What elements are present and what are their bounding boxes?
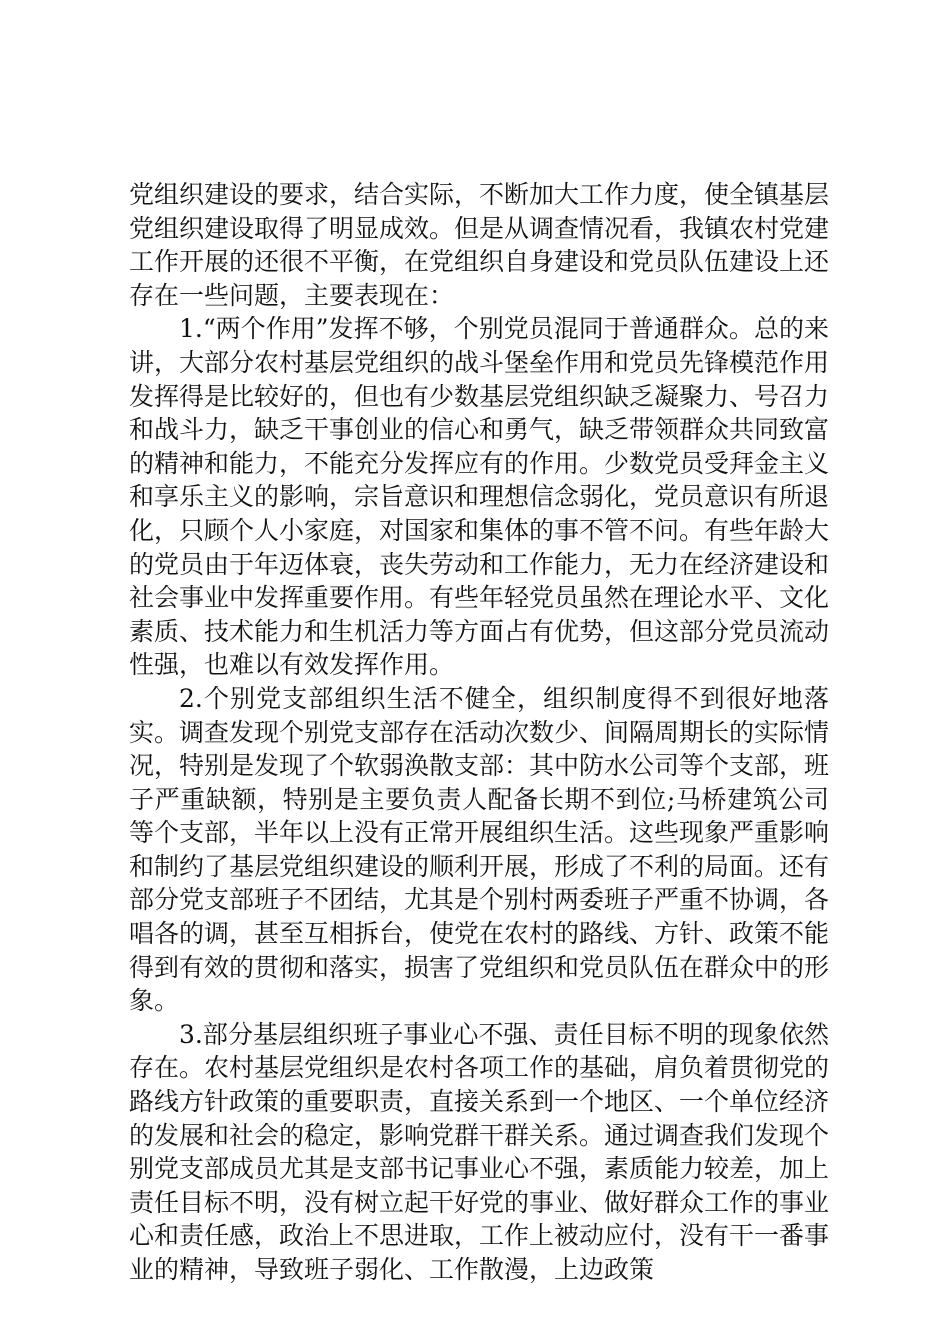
paragraph-point-2: 2.个别党支部组织生活不健全，组织制度得不到很好地落实。调查发现个别党支部存在活动次数少、间隔周期长的实际情况，特别是发现了个软弱涣散支部：其中防水公司等个支部，班子严重缺额，特别是主要负责人配备长期不到位;马桥建筑公司等个支部，半年以上没有正常开展组织生活。这些现象严重影响和制约了基层党组织建设的顺利开展，形成了不利的局面。还有部分党支部班子不团结，尤其是个别村两委班子严重不协调，各唱各的调，甚至互相拆台，使党在农村的路线、方针、政策不能得到有效的贯彻和落实，损害了党组织和党员队伍在群众中的形象。 [129, 683, 830, 1016]
document-body [129, 178, 829, 1287]
paragraph-point-1: 1.“两个作用”发挥不够，个别党员混同于普通群众。总的来讲，大部分农村基层党组织的战斗堡垒作用和党员先锋模范作用发挥得是比较好的，但也有少数基层党组织缺乏凝聚力、号召力和战斗力，缺乏干事创业的信心和勇气，缺乏带领群众共同致富的精神和能力，不能充分发挥应有的作用。少数党员受拜金主义和享乐主义的影响，宗旨意识和理想信念弱化，党员意识有所退化，只顾个人小家庭，对国家和集体的事不管不问。有些年龄大的党员由于年迈体衰，丧失劳动和工作能力，无力在经济建设和社会事业中发挥重要作用。有些年轻党员虽然在理论水平、文化素质、技术能力和生机活力等方面占有优势，但这部分党员流动性强，也难以有效发挥作用。 [129, 314, 830, 680]
paragraph-intro: 党组织建设的要求，结合实际，不断加大工作力度，使全镇基层党组织建设取得了明显成效。但是从调查情况看，我镇农村党建工作开展的还很不平衡，在党组织自身建设和党员队伍建设上还存在一些问题，主要表现在： [129, 180, 830, 310]
paragraph-point-3: 3.部分基层组织班子事业心不强、责任目标不明的现象依然存在。农村基层党组织是农村各项工作的基础，肩负着贯彻党的路线方针政策的重要职责，直接关系到一个地区、一个单位经济的发展和社会的稳定，影响党群干群关系。通过调查我们发现个别党支部成员尤其是支部书记事业心不强，素质能力较差，加上责任目标不明，没有树立起干好党的事业、做好群众工作的事业心和责任感，政治上不思进取，工作上被动应付，没有干一番事业的精神，导致班子弱化、工作散漫，上边政策 [129, 1019, 830, 1284]
